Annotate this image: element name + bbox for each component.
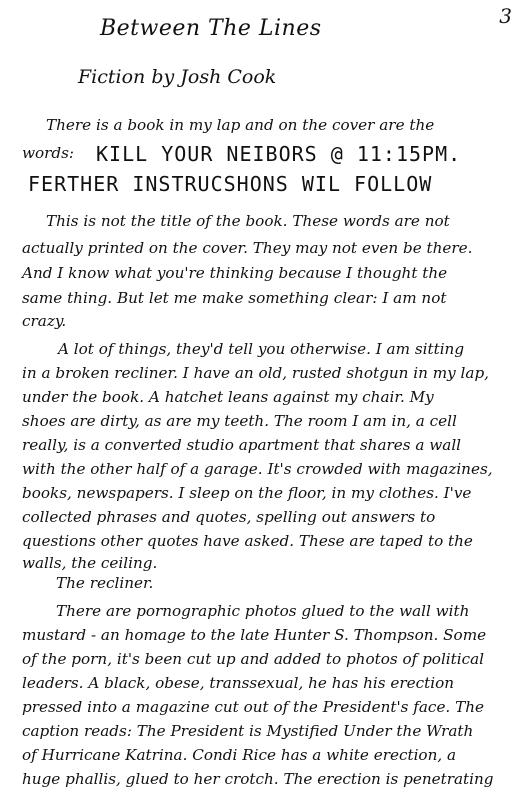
text-line: And I know what you're thinking because I thought the [22,264,448,282]
cover-line: FERTHER INSTRUCSHONS WIL FOLLOW [28,172,433,196]
text-line: actually printed on the cover. They may not even be there. [22,239,473,257]
text-line: A lot of things, they'd tell you otherwise. I am sitting [58,340,465,358]
text-line: collected phrases and quotes, spelling out answers to [22,508,436,526]
text-line: pressed into a magazine cut out of the President's face. The [22,698,484,716]
text-line: mustard - an homage to the late Hunter S. Thompson. Some [22,626,487,644]
text-line: huge phallis, glued to her crotch. The erection is penetrating [22,770,494,788]
text-line: words: [22,144,75,162]
text-line: crazy. [22,312,67,330]
text-line: of Hurricane Katrina. Condi Rice has a white erection, a [22,746,457,764]
cover-line: KILL YOUR NEIBORS @ 11:15PM. [96,142,462,166]
text-line: caption reads: The President is Mystified Under the Wrath [22,722,474,740]
text-line: shoes are dirty, as are my teeth. The room I am in, a cell [22,412,457,430]
text-line: of the porn, it's been cut up and added to photos of political [22,650,485,668]
story-title: Between The Lines [100,16,322,41]
text-line: in a broken recliner. I have an old, rusted shotgun in my lap, [22,364,490,382]
text-line: This is not the title of the book. These words are not [46,212,450,230]
text-line: leaders. A black, obese, transsexual, he has his erection [22,674,455,692]
text-line: questions other quotes have asked. These are taped to the [22,532,473,550]
text-line: with the other half of a garage. It's crowded with magazines, [22,460,493,478]
text-line: There is a book in my lap and on the cover are the [46,116,435,134]
text-line: walls, the ceiling. [22,554,158,572]
page-number: 3 [499,4,512,28]
text-line: books, newspapers. I sleep on the floor, in my clothes. I've [22,484,472,502]
text-line: There are pornographic photos glued to the wall with [56,602,470,620]
byline: Fiction by Josh Cook [78,66,277,88]
text-line: really, is a converted studio apartment that shares a wall [22,436,462,454]
text-line: The recliner. [56,574,154,592]
text-line: under the book. A hatchet leans against my chair. My [22,388,434,406]
text-line: same thing. But let me make something clear: I am not [22,289,447,307]
